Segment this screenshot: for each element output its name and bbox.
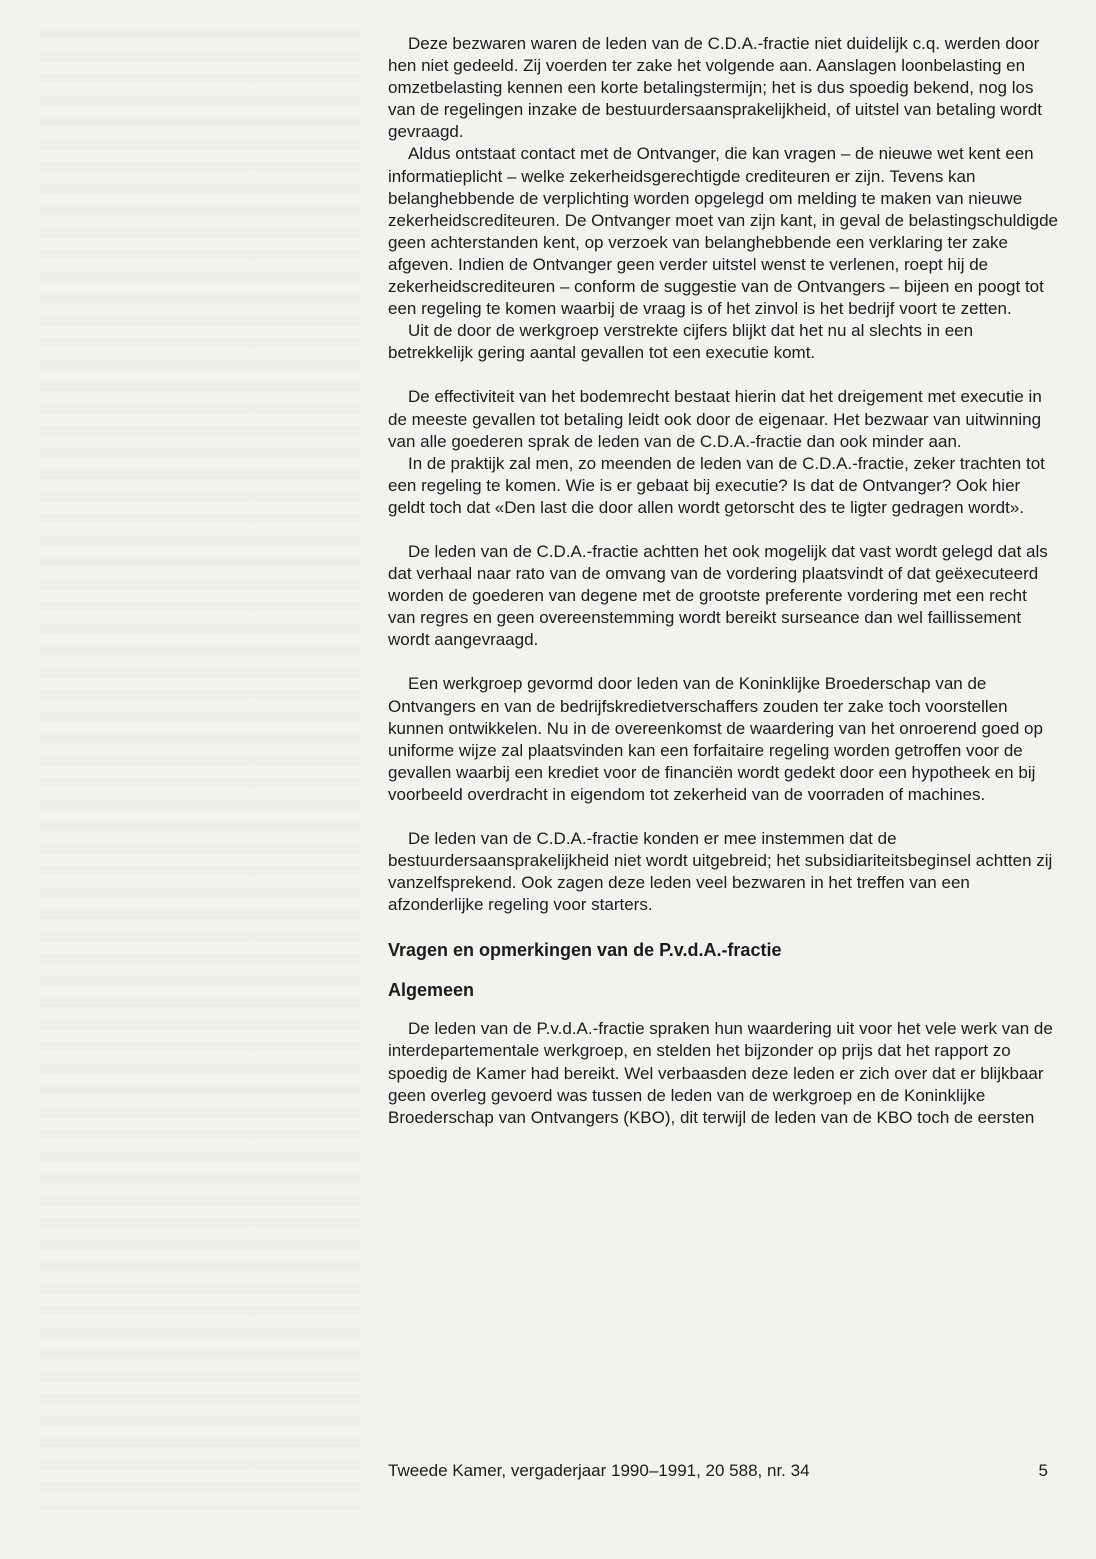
bleed-through-shadow bbox=[40, 30, 360, 1510]
paragraph: De leden van de C.D.A.-fractie achtten het ook mogelijk dat vast wordt gelegd dat als dat verhaal naar rato van de omvang van de vordering plaatsvindt of dat geëxecuteerd worden de goederen van degene met de grootste preferente vordering met een recht van regres en geen overeenstemming wordt bereikt surseance dan wel faillissement wordt aangevraagd. bbox=[388, 541, 1048, 650]
section-heading: Vragen en opmerkingen van de P.v.d.A.-fractie bbox=[388, 940, 782, 961]
section-5 bbox=[388, 828, 1058, 916]
section-1 bbox=[388, 33, 1058, 364]
footer-citation: Tweede Kamer, vergaderjaar 1990–1991, 20 588, nr. 34 bbox=[388, 1461, 810, 1480]
paragraph: De leden van de C.D.A.-fractie konden er mee instemmen dat de bestuurdersaansprakelijkheid niet wordt uitgebreid; het subsidiariteitsbeginsel achtten zij vanzelfsprekend. Ook zagen deze leden veel bezwaren in het treffen van een afzonderlijke regeling voor starters. bbox=[388, 829, 1053, 915]
section-3 bbox=[388, 541, 1058, 651]
paragraph: Aldus ontstaat contact met de Ontvanger, die kan vragen – de nieuwe wet kent een informatieplicht – welke zekerheidsgerechtigde crediteuren er zijn. Tevens kan belanghebbende de verplichting worden opgelegd om melding te maken van nieuwe zekerheidscrediteuren. De Ontvanger moet van zijn kant, in geval de belastingschuldigde geen achterstanden kent, op verzoek van belanghebbende een verklaring ter zake afgeven. Indien de Ontvanger geen verder uitstel wenst te verlenen, roept hij de zekerheidscrediteuren – conform de suggestie van de Ontvangers – bijeen en poogt tot een regeling te komen waarbij de vraag is of het zinvol is het bedrijf voort te zetten. bbox=[388, 144, 1059, 319]
paragraph: Uit de door de werkgroep verstrekte cijfers blijkt dat het nu al slechts in een betrekkelijk gering aantal gevallen tot een executie komt. bbox=[388, 321, 974, 363]
section-4 bbox=[388, 673, 1058, 806]
paragraph: De leden van de P.v.d.A.-fractie spraken hun waardering uit voor het vele werk van de interdepartementale werkgroep, en stelden het bijzonder op prijs dat het rapport zo spoedig de Kamer had bereikt. Wel verbaasden deze leden er zich over dat er blijkbaar geen overleg gevoerd was tussen de leden van de werkgroep en de Koninklijke Broederschap van Ontvangers (KBO), dit terwijl de leden van de KBO toch de eersten bbox=[388, 1019, 1053, 1127]
document-body bbox=[388, 33, 1058, 1129]
section-2 bbox=[388, 386, 1058, 519]
subsection-heading: Algemeen bbox=[388, 980, 475, 1001]
paragraph: In de praktijk zal men, zo meenden de leden van de C.D.A.-fractie, zeker trachten tot een regeling te komen. Wie is er gebaat bij executie? Is dat de Ontvanger? Ook hier geldt toch dat «Den last die door allen wordt getorscht des te ligter gedragen wordt». bbox=[388, 453, 1045, 517]
paragraph: Een werkgroep gevormd door leden van de Koninklijke Broederschap van de Ontvangers en van de bedrijfskredietverschaffers zouden ter zake toch voorstellen kunnen ontwikkelen. Nu in de overeenkomst de waardering van het onroerend goed op uniforme wijze zal plaatsvinden kan een forfaitaire regeling worden getroffen voor de gevallen waarbij een krediet voor de financiën wordt gedekt door een hypotheek en bij voorbeeld overdracht in eigendom tot zekerheid van de voorraden of machines. bbox=[388, 674, 1043, 804]
paragraph: Deze bezwaren waren de leden van de C.D.A.-fractie niet duidelijk c.q. werden door hen niet gedeeld. Zij voerden ter zake het volgende aan. Aanslagen loonbelasting en omzetbelasting kennen een korte betalingstermijn; het is dus spoedig bekend, nog los van de regelingen inzake de bestuurdersaansprakelijkheid, of uitstel van betaling wordt gevraagd. bbox=[388, 34, 1042, 142]
paragraph: De effectiviteit van het bodemrecht bestaat hierin dat het dreigement met executie in de meeste gevallen tot betaling leidt ook door de eigenaar. Het bezwaar van uitwinning van alle goederen sprak de leden van de C.D.A.-fractie dan ook minder aan. bbox=[388, 387, 1042, 451]
page-number: 5 bbox=[1038, 1461, 1048, 1480]
page-footer bbox=[388, 1460, 1048, 1482]
section-6 bbox=[388, 1018, 1058, 1128]
